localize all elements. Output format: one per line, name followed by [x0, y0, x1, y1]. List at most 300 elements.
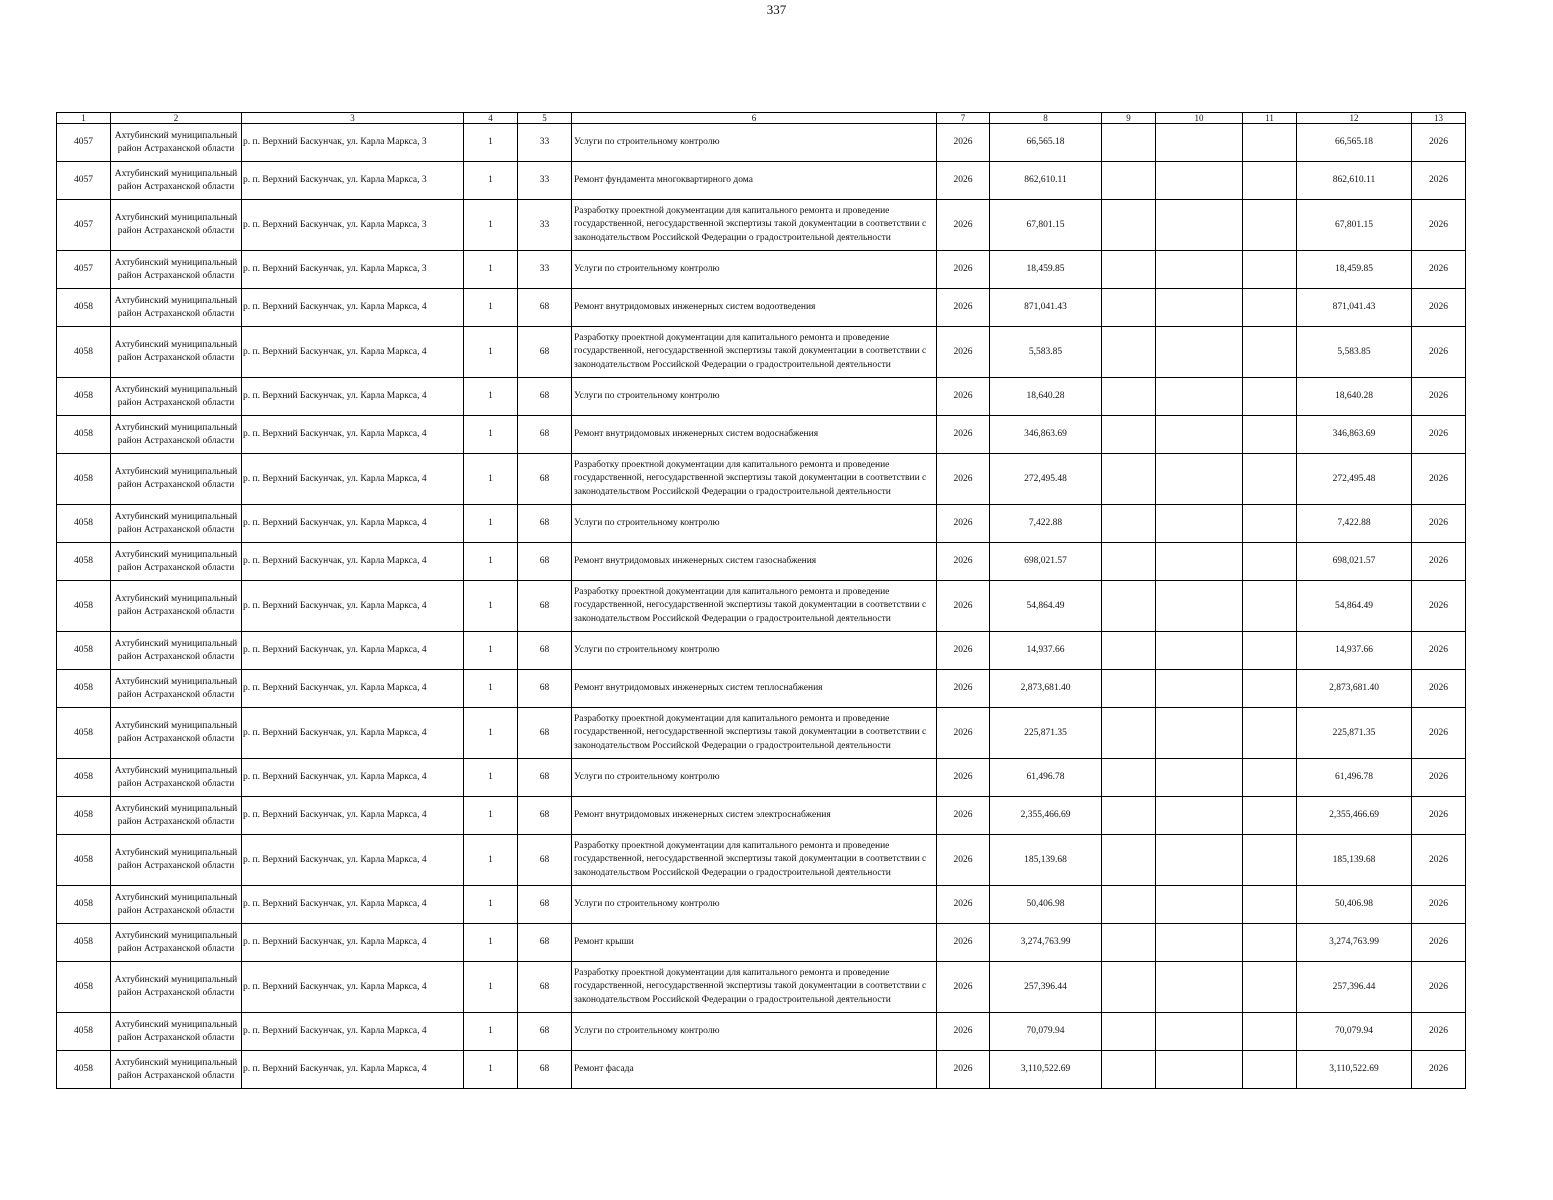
amount-total-cell: 3,274,763.99 — [1297, 924, 1412, 962]
page-number: 337 — [766, 2, 787, 17]
work-type-cell: Разработку проектной документации для капитального ремонта и проведение государственной, негосударственной экспертизы такой документации в соответствии с законодательством Российской Федерации о градостроительной деятельности — [572, 708, 937, 759]
amount-total-cell: 70,079.94 — [1297, 1013, 1412, 1051]
col4-cell: 1 — [464, 797, 518, 835]
col4-cell: 1 — [464, 505, 518, 543]
amount-total-cell: 50,406.98 — [1297, 886, 1412, 924]
row-id: 4058 — [57, 632, 111, 670]
year-end-cell: 2026 — [1412, 1051, 1466, 1089]
amount-total-cell: 7,422.88 — [1297, 505, 1412, 543]
year-cell: 2026 — [937, 708, 990, 759]
col4-cell: 1 — [464, 632, 518, 670]
amount-cell: 3,274,763.99 — [990, 924, 1102, 962]
municipality-cell: Ахтубинский муниципальный район Астраханской области — [111, 124, 242, 162]
col10-cell — [1156, 416, 1243, 454]
col10-cell — [1156, 632, 1243, 670]
work-type-cell: Услуги по строительному контролю — [572, 759, 937, 797]
work-type-cell: Ремонт внутридомовых инженерных систем теплоснабжения — [572, 670, 937, 708]
col9-cell — [1102, 162, 1156, 200]
table-row — [57, 162, 1466, 200]
year-cell: 2026 — [937, 962, 990, 1013]
amount-total-cell: 2,873,681.40 — [1297, 670, 1412, 708]
col5-cell: 68 — [518, 378, 572, 416]
col5-cell: 33 — [518, 200, 572, 251]
amount-total-cell: 18,459.85 — [1297, 251, 1412, 289]
amount-cell: 14,937.66 — [990, 632, 1102, 670]
work-type-cell: Услуги по строительному контролю — [572, 886, 937, 924]
col9-cell — [1102, 543, 1156, 581]
row-id: 4058 — [57, 835, 111, 886]
municipality-cell: Ахтубинский муниципальный район Астраханской области — [111, 1013, 242, 1051]
year-cell: 2026 — [937, 327, 990, 378]
amount-cell: 698,021.57 — [990, 543, 1102, 581]
address-cell: р. п. Верхний Баскунчак, ул. Карла Маркса, 4 — [242, 797, 464, 835]
col10-cell — [1156, 162, 1243, 200]
amount-cell: 346,863.69 — [990, 416, 1102, 454]
col5-cell: 68 — [518, 416, 572, 454]
year-end-cell: 2026 — [1412, 454, 1466, 505]
row-id: 4058 — [57, 708, 111, 759]
row-id: 4058 — [57, 886, 111, 924]
table-row — [57, 124, 1466, 162]
year-cell: 2026 — [937, 886, 990, 924]
work-type-cell: Ремонт фасада — [572, 1051, 937, 1089]
row-id: 4058 — [57, 759, 111, 797]
col4-cell: 1 — [464, 1051, 518, 1089]
year-cell: 2026 — [937, 251, 990, 289]
year-end-cell: 2026 — [1412, 924, 1466, 962]
year-end-cell: 2026 — [1412, 670, 1466, 708]
address-cell: р. п. Верхний Баскунчак, ул. Карла Маркса, 3 — [242, 124, 464, 162]
row-id: 4058 — [57, 962, 111, 1013]
address-cell: р. п. Верхний Баскунчак, ул. Карла Маркса, 4 — [242, 759, 464, 797]
col11-cell — [1243, 200, 1297, 251]
municipality-cell: Ахтубинский муниципальный район Астраханской области — [111, 835, 242, 886]
amount-cell: 18,640.28 — [990, 378, 1102, 416]
col9-cell — [1102, 416, 1156, 454]
year-end-cell: 2026 — [1412, 327, 1466, 378]
municipality-cell: Ахтубинский муниципальный район Астраханской области — [111, 797, 242, 835]
municipality-cell: Ахтубинский муниципальный район Астраханской области — [111, 886, 242, 924]
year-cell: 2026 — [937, 416, 990, 454]
column-header-12: 12 — [1297, 113, 1412, 124]
year-end-cell: 2026 — [1412, 124, 1466, 162]
col11-cell — [1243, 1013, 1297, 1051]
column-header-8: 8 — [990, 113, 1102, 124]
year-end-cell: 2026 — [1412, 581, 1466, 632]
amount-cell: 2,355,466.69 — [990, 797, 1102, 835]
col4-cell: 1 — [464, 251, 518, 289]
table-row — [57, 670, 1466, 708]
col9-cell — [1102, 708, 1156, 759]
row-id: 4058 — [57, 924, 111, 962]
amount-total-cell: 272,495.48 — [1297, 454, 1412, 505]
amount-cell: 61,496.78 — [990, 759, 1102, 797]
year-cell: 2026 — [937, 200, 990, 251]
col10-cell — [1156, 1051, 1243, 1089]
address-cell: р. п. Верхний Баскунчак, ул. Карла Маркса, 4 — [242, 962, 464, 1013]
municipality-cell: Ахтубинский муниципальный район Астраханской области — [111, 708, 242, 759]
amount-total-cell: 346,863.69 — [1297, 416, 1412, 454]
year-end-cell: 2026 — [1412, 416, 1466, 454]
col11-cell — [1243, 454, 1297, 505]
year-end-cell: 2026 — [1412, 289, 1466, 327]
col4-cell: 1 — [464, 454, 518, 505]
municipality-cell: Ахтубинский муниципальный район Астраханской области — [111, 327, 242, 378]
municipality-cell: Ахтубинский муниципальный район Астраханской области — [111, 162, 242, 200]
col10-cell — [1156, 835, 1243, 886]
col10-cell — [1156, 1013, 1243, 1051]
amount-cell: 67,801.15 — [990, 200, 1102, 251]
amount-cell: 66,565.18 — [990, 124, 1102, 162]
table-row — [57, 759, 1466, 797]
col5-cell: 68 — [518, 289, 572, 327]
col11-cell — [1243, 289, 1297, 327]
amount-cell: 272,495.48 — [990, 454, 1102, 505]
col5-cell: 68 — [518, 505, 572, 543]
address-cell: р. п. Верхний Баскунчак, ул. Карла Маркса, 3 — [242, 200, 464, 251]
year-cell: 2026 — [937, 162, 990, 200]
year-end-cell: 2026 — [1412, 632, 1466, 670]
row-id: 4058 — [57, 1013, 111, 1051]
work-type-cell: Услуги по строительному контролю — [572, 378, 937, 416]
col10-cell — [1156, 759, 1243, 797]
year-cell: 2026 — [937, 1051, 990, 1089]
col5-cell: 68 — [518, 759, 572, 797]
col5-cell: 68 — [518, 835, 572, 886]
col5-cell: 68 — [518, 632, 572, 670]
address-cell: р. п. Верхний Баскунчак, ул. Карла Маркса, 4 — [242, 581, 464, 632]
table-row — [57, 797, 1466, 835]
year-cell: 2026 — [937, 543, 990, 581]
amount-total-cell: 871,041.43 — [1297, 289, 1412, 327]
col4-cell: 1 — [464, 835, 518, 886]
year-end-cell: 2026 — [1412, 835, 1466, 886]
col9-cell — [1102, 1051, 1156, 1089]
column-header-7: 7 — [937, 113, 990, 124]
amount-cell: 225,871.35 — [990, 708, 1102, 759]
amount-cell: 50,406.98 — [990, 886, 1102, 924]
col4-cell: 1 — [464, 759, 518, 797]
col11-cell — [1243, 543, 1297, 581]
col5-cell: 68 — [518, 327, 572, 378]
table-row — [57, 708, 1466, 759]
col9-cell — [1102, 924, 1156, 962]
amount-total-cell: 66,565.18 — [1297, 124, 1412, 162]
year-cell: 2026 — [937, 289, 990, 327]
table-row — [57, 505, 1466, 543]
col11-cell — [1243, 797, 1297, 835]
col4-cell: 1 — [464, 924, 518, 962]
address-cell: р. п. Верхний Баскунчак, ул. Карла Маркса, 4 — [242, 924, 464, 962]
col11-cell — [1243, 835, 1297, 886]
amount-cell: 54,864.49 — [990, 581, 1102, 632]
row-id: 4057 — [57, 162, 111, 200]
year-cell: 2026 — [937, 505, 990, 543]
col9-cell — [1102, 289, 1156, 327]
row-id: 4058 — [57, 1051, 111, 1089]
col5-cell: 68 — [518, 454, 572, 505]
col11-cell — [1243, 416, 1297, 454]
col9-cell — [1102, 797, 1156, 835]
col10-cell — [1156, 886, 1243, 924]
work-type-cell: Ремонт внутридомовых инженерных систем водоснабжения — [572, 416, 937, 454]
col4-cell: 1 — [464, 1013, 518, 1051]
col5-cell: 33 — [518, 162, 572, 200]
col11-cell — [1243, 708, 1297, 759]
col9-cell — [1102, 327, 1156, 378]
amount-cell: 2,873,681.40 — [990, 670, 1102, 708]
col5-cell: 68 — [518, 543, 572, 581]
work-type-cell: Разработку проектной документации для капитального ремонта и проведение государственной, негосударственной экспертизы такой документации в соответствии с законодательством Российской Федерации о градостроительной деятельности — [572, 327, 937, 378]
year-cell: 2026 — [937, 124, 990, 162]
address-cell: р. п. Верхний Баскунчак, ул. Карла Маркса, 4 — [242, 835, 464, 886]
work-type-cell: Разработку проектной документации для капитального ремонта и проведение государственной, негосударственной экспертизы такой документации в соответствии с законодательством Российской Федерации о градостроительной деятельности — [572, 581, 937, 632]
column-header-4: 4 — [464, 113, 518, 124]
work-type-cell: Разработку проектной документации для капитального ремонта и проведение государственной, негосударственной экспертизы такой документации в соответствии с законодательством Российской Федерации о градостроительной деятельности — [572, 454, 937, 505]
col11-cell — [1243, 378, 1297, 416]
col10-cell — [1156, 924, 1243, 962]
municipality-cell: Ахтубинский муниципальный район Астраханской области — [111, 200, 242, 251]
col11-cell — [1243, 124, 1297, 162]
municipality-cell: Ахтубинский муниципальный район Астраханской области — [111, 454, 242, 505]
municipality-cell: Ахтубинский муниципальный район Астраханской области — [111, 924, 242, 962]
col9-cell — [1102, 962, 1156, 1013]
row-id: 4058 — [57, 505, 111, 543]
amount-cell: 862,610.11 — [990, 162, 1102, 200]
amount-cell: 70,079.94 — [990, 1013, 1102, 1051]
col4-cell: 1 — [464, 708, 518, 759]
table-row — [57, 924, 1466, 962]
work-type-cell: Услуги по строительному контролю — [572, 1013, 937, 1051]
amount-total-cell: 2,355,466.69 — [1297, 797, 1412, 835]
col11-cell — [1243, 1051, 1297, 1089]
municipality-cell: Ахтубинский муниципальный район Астраханской области — [111, 251, 242, 289]
municipality-cell: Ахтубинский муниципальный район Астраханской области — [111, 543, 242, 581]
work-type-cell: Разработку проектной документации для капитального ремонта и проведение государственной, негосударственной экспертизы такой документации в соответствии с законодательством Российской Федерации о градостроительной деятельности — [572, 835, 937, 886]
col11-cell — [1243, 505, 1297, 543]
col5-cell: 33 — [518, 251, 572, 289]
year-cell: 2026 — [937, 1013, 990, 1051]
column-number-row — [57, 113, 1466, 124]
col5-cell: 68 — [518, 962, 572, 1013]
row-id: 4058 — [57, 416, 111, 454]
amount-total-cell: 698,021.57 — [1297, 543, 1412, 581]
row-id: 4057 — [57, 124, 111, 162]
col10-cell — [1156, 543, 1243, 581]
year-cell: 2026 — [937, 670, 990, 708]
column-header-3: 3 — [242, 113, 464, 124]
year-end-cell: 2026 — [1412, 505, 1466, 543]
amount-total-cell: 18,640.28 — [1297, 378, 1412, 416]
work-type-cell: Разработку проектной документации для капитального ремонта и проведение государственной, негосударственной экспертизы такой документации в соответствии с законодательством Российской Федерации о градостроительной деятельности — [572, 962, 937, 1013]
col11-cell — [1243, 327, 1297, 378]
amount-cell: 3,110,522.69 — [990, 1051, 1102, 1089]
address-cell: р. п. Верхний Баскунчак, ул. Карла Маркса, 4 — [242, 327, 464, 378]
table-body — [57, 124, 1466, 1089]
year-cell: 2026 — [937, 797, 990, 835]
col5-cell: 68 — [518, 670, 572, 708]
work-type-cell: Ремонт внутридомовых инженерных систем водоотведения — [572, 289, 937, 327]
amount-total-cell: 3,110,522.69 — [1297, 1051, 1412, 1089]
address-cell: р. п. Верхний Баскунчак, ул. Карла Маркса, 4 — [242, 670, 464, 708]
col10-cell — [1156, 124, 1243, 162]
col5-cell: 68 — [518, 924, 572, 962]
col9-cell — [1102, 632, 1156, 670]
work-type-cell: Разработку проектной документации для капитального ремонта и проведение государственной, негосударственной экспертизы такой документации в соответствии с законодательством Российской Федерации о градостроительной деятельности — [572, 200, 937, 251]
col4-cell: 1 — [464, 886, 518, 924]
col10-cell — [1156, 670, 1243, 708]
municipality-cell: Ахтубинский муниципальный район Астраханской области — [111, 505, 242, 543]
col10-cell — [1156, 289, 1243, 327]
work-type-cell: Ремонт внутридомовых инженерных систем электроснабжения — [572, 797, 937, 835]
column-header-6: 6 — [572, 113, 937, 124]
address-cell: р. п. Верхний Баскунчак, ул. Карла Маркса, 4 — [242, 416, 464, 454]
column-header-5: 5 — [518, 113, 572, 124]
table-header — [57, 113, 1466, 124]
column-header-13: 13 — [1412, 113, 1466, 124]
capital-repair-table — [56, 112, 1466, 1089]
address-cell: р. п. Верхний Баскунчак, ул. Карла Маркса, 4 — [242, 289, 464, 327]
address-cell: р. п. Верхний Баскунчак, ул. Карла Маркса, 4 — [242, 886, 464, 924]
year-cell: 2026 — [937, 632, 990, 670]
col11-cell — [1243, 581, 1297, 632]
row-id: 4058 — [57, 581, 111, 632]
address-cell: р. п. Верхний Баскунчак, ул. Карла Маркса, 4 — [242, 543, 464, 581]
year-cell: 2026 — [937, 835, 990, 886]
table-row — [57, 378, 1466, 416]
amount-total-cell: 54,864.49 — [1297, 581, 1412, 632]
table-row — [57, 581, 1466, 632]
table-row — [57, 327, 1466, 378]
column-header-1: 1 — [57, 113, 111, 124]
col9-cell — [1102, 759, 1156, 797]
column-header-11: 11 — [1243, 113, 1297, 124]
work-type-cell: Ремонт фундамента многоквартирного дома — [572, 162, 937, 200]
amount-total-cell: 185,139.68 — [1297, 835, 1412, 886]
address-cell: р. п. Верхний Баскунчак, ул. Карла Маркса, 4 — [242, 378, 464, 416]
col9-cell — [1102, 670, 1156, 708]
year-end-cell: 2026 — [1412, 251, 1466, 289]
col9-cell — [1102, 124, 1156, 162]
year-cell: 2026 — [937, 454, 990, 505]
col4-cell: 1 — [464, 378, 518, 416]
col11-cell — [1243, 759, 1297, 797]
col4-cell: 1 — [464, 200, 518, 251]
col10-cell — [1156, 327, 1243, 378]
column-header-2: 2 — [111, 113, 242, 124]
address-cell: р. п. Верхний Баскунчак, ул. Карла Маркса, 4 — [242, 454, 464, 505]
year-end-cell: 2026 — [1412, 1013, 1466, 1051]
amount-total-cell: 5,583.85 — [1297, 327, 1412, 378]
col10-cell — [1156, 962, 1243, 1013]
amount-cell: 257,396.44 — [990, 962, 1102, 1013]
col4-cell: 1 — [464, 962, 518, 1013]
col4-cell: 1 — [464, 416, 518, 454]
year-cell: 2026 — [937, 581, 990, 632]
amount-total-cell: 14,937.66 — [1297, 632, 1412, 670]
amount-total-cell: 61,496.78 — [1297, 759, 1412, 797]
amount-total-cell: 862,610.11 — [1297, 162, 1412, 200]
work-type-cell: Ремонт крыши — [572, 924, 937, 962]
municipality-cell: Ахтубинский муниципальный район Астраханской области — [111, 962, 242, 1013]
work-type-cell: Услуги по строительному контролю — [572, 251, 937, 289]
col10-cell — [1156, 581, 1243, 632]
year-end-cell: 2026 — [1412, 162, 1466, 200]
col4-cell: 1 — [464, 543, 518, 581]
address-cell: р. п. Верхний Баскунчак, ул. Карла Маркса, 4 — [242, 1051, 464, 1089]
col11-cell — [1243, 632, 1297, 670]
col10-cell — [1156, 200, 1243, 251]
col5-cell: 68 — [518, 708, 572, 759]
year-cell: 2026 — [937, 924, 990, 962]
col5-cell: 68 — [518, 1013, 572, 1051]
row-id: 4058 — [57, 454, 111, 505]
address-cell: р. п. Верхний Баскунчак, ул. Карла Маркса, 4 — [242, 708, 464, 759]
table-row — [57, 835, 1466, 886]
municipality-cell: Ахтубинский муниципальный район Астраханской области — [111, 1051, 242, 1089]
work-type-cell: Услуги по строительному контролю — [572, 505, 937, 543]
col10-cell — [1156, 454, 1243, 505]
amount-total-cell: 257,396.44 — [1297, 962, 1412, 1013]
col11-cell — [1243, 886, 1297, 924]
col11-cell — [1243, 670, 1297, 708]
municipality-cell: Ахтубинский муниципальный район Астраханской области — [111, 632, 242, 670]
col9-cell — [1102, 378, 1156, 416]
address-cell: р. п. Верхний Баскунчак, ул. Карла Маркса, 4 — [242, 632, 464, 670]
col5-cell: 68 — [518, 886, 572, 924]
table-row — [57, 416, 1466, 454]
address-cell: р. п. Верхний Баскунчак, ул. Карла Маркса, 3 — [242, 162, 464, 200]
row-id: 4058 — [57, 289, 111, 327]
column-header-9: 9 — [1102, 113, 1156, 124]
col5-cell: 68 — [518, 581, 572, 632]
col11-cell — [1243, 162, 1297, 200]
table-row — [57, 289, 1466, 327]
col5-cell: 33 — [518, 124, 572, 162]
col4-cell: 1 — [464, 289, 518, 327]
year-end-cell: 2026 — [1412, 543, 1466, 581]
col5-cell: 68 — [518, 797, 572, 835]
year-end-cell: 2026 — [1412, 378, 1466, 416]
work-type-cell: Ремонт внутридомовых инженерных систем газоснабжения — [572, 543, 937, 581]
col10-cell — [1156, 251, 1243, 289]
year-end-cell: 2026 — [1412, 797, 1466, 835]
amount-cell: 5,583.85 — [990, 327, 1102, 378]
year-end-cell: 2026 — [1412, 962, 1466, 1013]
col9-cell — [1102, 251, 1156, 289]
work-type-cell: Услуги по строительному контролю — [572, 632, 937, 670]
col11-cell — [1243, 251, 1297, 289]
col4-cell: 1 — [464, 327, 518, 378]
table-row — [57, 543, 1466, 581]
col4-cell: 1 — [464, 581, 518, 632]
address-cell: р. п. Верхний Баскунчак, ул. Карла Маркса, 3 — [242, 251, 464, 289]
address-cell: р. п. Верхний Баскунчак, ул. Карла Маркса, 4 — [242, 505, 464, 543]
col10-cell — [1156, 378, 1243, 416]
table-row — [57, 962, 1466, 1013]
col11-cell — [1243, 924, 1297, 962]
work-type-cell: Услуги по строительному контролю — [572, 124, 937, 162]
table-row — [57, 454, 1466, 505]
table-row — [57, 200, 1466, 251]
amount-total-cell: 225,871.35 — [1297, 708, 1412, 759]
year-cell: 2026 — [937, 378, 990, 416]
col9-cell — [1102, 505, 1156, 543]
col4-cell: 1 — [464, 162, 518, 200]
table-row — [57, 632, 1466, 670]
year-end-cell: 2026 — [1412, 759, 1466, 797]
col4-cell: 1 — [464, 670, 518, 708]
